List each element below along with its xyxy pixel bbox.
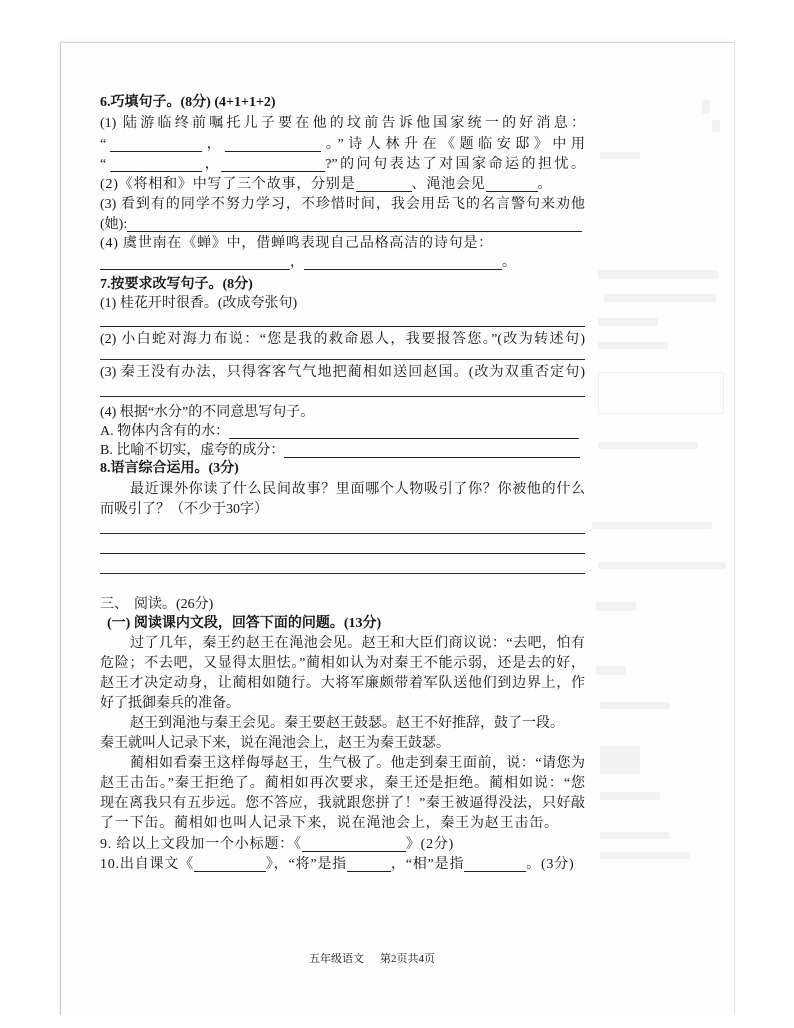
answer-line [100, 553, 585, 554]
passage-line: 蔺相如看秦王这样侮辱赵王，生气极了。他走到秦王面前，说：“请您为 [130, 756, 585, 771]
footer-subject: 五年级语文 [309, 953, 364, 965]
passage-line: 秦王就叫人记录下来，说在渑池会上，赵王为秦王鼓瑟。 [100, 736, 450, 751]
question-9-score: 》(2分) [405, 837, 455, 852]
item-2-text-start: (2)《将相和》中写了三个故事，分别是 [100, 177, 356, 192]
comma: ， [202, 157, 222, 172]
period: 。 [502, 255, 516, 270]
question-10 [100, 855, 585, 875]
item-3-continuation: (她): [100, 217, 128, 232]
answer-blank [284, 443, 580, 458]
answer-blank [110, 137, 202, 152]
question-6-item-4: (4) 虞世南在《蝉》中，借蝉鸣表现自己品格高洁的诗句是： [100, 236, 494, 251]
passage-line: 赵王击缶。”秦王拒绝了。蔺相如再次要求，秦王还是拒绝。蔺相如说：“您 [100, 776, 585, 791]
question-7-item-4: (4) 根据“水分”的不同意思写句子。 [100, 405, 315, 420]
bleed-through-mark [600, 746, 640, 774]
bleed-through-mark [600, 792, 660, 800]
comma: ， [290, 255, 304, 270]
question-7-title: 7.按要求改写句子。(8分) [100, 277, 253, 292]
answer-blank [225, 137, 321, 152]
bleed-through-mark [598, 342, 668, 349]
bleed-through-mark [600, 852, 690, 859]
item-2-text-middle: 、渑池会见 [411, 177, 486, 192]
reading-part-1-title: (一) 阅读课内文段，回答下面的问题。(13分) [107, 616, 382, 631]
question-10-score: 。(3分) [526, 857, 575, 872]
answer-line [100, 396, 585, 397]
bleed-through-mark [702, 100, 710, 114]
bleed-through-mark [592, 522, 712, 529]
answer-line [100, 533, 585, 534]
question-8-prompt-line: 而吸引了？（不少于30字） [100, 502, 268, 517]
poem-line-1-tail: 。”诗人林升在《题临安邸》中用 [321, 137, 585, 152]
passage-line: 赵王才决定动身，让蔺相如随行。大将军廉颇带着军队送他们到边界上，作 [100, 676, 585, 691]
bleed-through-mark [598, 318, 658, 326]
answer-line [100, 359, 585, 360]
passage-line: 过了几年，秦王约赵王在渑池会见。赵王和大臣们商议说：“去吧，怕有 [130, 636, 585, 651]
answer-blank [304, 255, 502, 270]
answer-blank [347, 857, 391, 872]
poem-line-2-tail: ?”的问句表达了对国家命运的担忧。 [325, 157, 585, 172]
answer-blank [221, 157, 325, 172]
question-7-item-4-option-b [100, 441, 585, 461]
answer-blank [486, 177, 538, 192]
bleed-through-mark [600, 152, 640, 159]
passage-line: 好了抵御秦兵的准备。 [100, 696, 240, 711]
bleed-through-mark [600, 832, 670, 839]
question-7-item-3: (3) 秦王没有办法，只得客客气气地把蔺相如送回赵国。(改为双重否定句) [100, 365, 585, 380]
question-8-prompt-line: 最近课外你读了什么民间故事？里面哪个人物吸引了你？你被他的什么 [130, 482, 585, 497]
question-6-item-1: (1) 陆游临终前嘱托儿子要在他的坟前告诉他国家统一的好消息： [100, 116, 585, 131]
item-2-text-end: 。 [537, 177, 553, 192]
question-10-text-start: 10.出自课文《 [100, 857, 194, 872]
passage-line: 危险；不去吧，又显得太胆怯。”蔺相如认为对秦王不能示弱，还是去的好， [100, 656, 585, 671]
answer-blank [100, 255, 290, 270]
page-footer [0, 951, 744, 967]
answer-line [100, 326, 585, 327]
answer-blank [229, 424, 579, 439]
question-7-item-4-option-a [100, 422, 585, 442]
question-9 [100, 835, 585, 855]
answer-blank [356, 177, 412, 192]
question-8-title: 8.语言综合运用。(3分) [100, 461, 239, 476]
answer-blank [127, 217, 582, 232]
bleed-through-mark [712, 120, 720, 132]
bleed-through-mark [598, 270, 718, 279]
question-6-poem-line-1 [100, 135, 585, 155]
question-7-item-1: (1) 桂花开时很香。(改成夸张句) [100, 296, 298, 311]
section-3-heading [100, 595, 585, 615]
question-10-jiang-text: 》，“将”是指 [265, 857, 347, 872]
question-6-item-4-answer [100, 253, 585, 273]
question-6-item-2 [100, 175, 585, 195]
bleed-through-mark [598, 442, 698, 449]
option-b-text: B. 比喻不切实，虚夸的成分： [100, 443, 285, 458]
bleed-through-mark [600, 702, 670, 709]
passage-line: 赵王到渑池与秦王会见。秦王要赵王鼓瑟。赵王不好推辞，鼓了一段。 [130, 716, 564, 731]
comma: ， [202, 137, 226, 152]
answer-line [100, 573, 585, 574]
question-10-xiang-text: ，“相”是指 [390, 857, 465, 872]
open-quote: “ [100, 137, 107, 152]
question-6-item-3: (3) 看到有的同学不努力学习，不珍惜时间，我会用岳飞的名言警句来劝他 [100, 197, 585, 212]
bleed-through-mark [598, 372, 724, 414]
answer-blank [110, 157, 202, 172]
section-title: 阅读。(26分) [134, 597, 214, 612]
question-6-poem-line-2 [100, 155, 585, 175]
answer-blank [464, 857, 526, 872]
option-a-text: A. 物体内含有的水： [100, 424, 230, 439]
question-7-item-2: (2) 小白蛇对海力布说：“您是我的救命恩人，我要报答您。”(改为转述句) [100, 332, 585, 347]
bleed-through-mark [598, 562, 726, 569]
answer-blank [302, 837, 406, 852]
bleed-through-mark [604, 294, 716, 302]
footer-page-number: 第2页共4页 [380, 953, 435, 965]
question-6-item-3-answer [100, 215, 585, 235]
open-quote: “ [100, 157, 107, 172]
bleed-through-mark [596, 666, 626, 675]
question-9-text: 9. 给以上文段加一个小标题：《 [100, 837, 302, 852]
question-6-title: 6.巧填句子。(8分) (4+1+1+2) [100, 95, 276, 110]
passage-line: 现在离我只有五步远。您不答应，我就跟您拼了！”秦王被逼得没法，只好敲 [100, 796, 585, 811]
answer-blank [194, 857, 266, 872]
passage-line: 了一下缶。蔺相如也叫人记录下来，说在渑池会上，秦王为赵王击缶。 [100, 816, 559, 831]
bleed-through-mark [596, 602, 636, 611]
section-number: 三、 [100, 597, 128, 612]
